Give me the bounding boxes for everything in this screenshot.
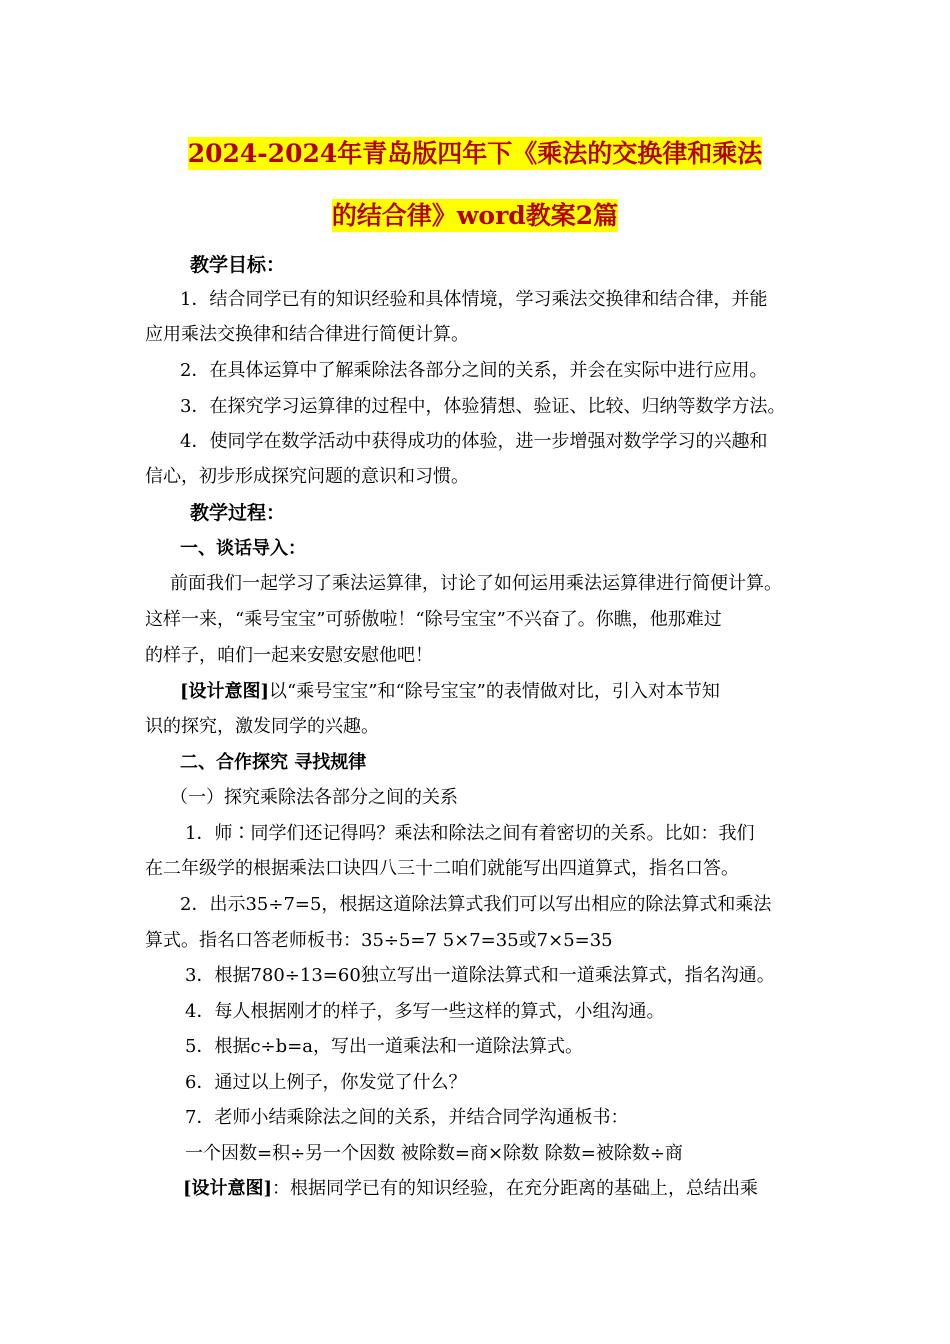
intro-line: 这样一来，“乘号宝宝”可骄傲啦！“除号宝宝”不兴奋了。你瞧，他那难过 <box>145 609 722 630</box>
step-line: 5．根据c÷b=a，写出一道乘法和一道除法算式。 <box>185 1036 583 1057</box>
step-line: 3．根据780÷13=60独立写出一道除法算式和一道乘法算式，指名沟通。 <box>185 965 775 986</box>
step-line: 7．老师小结乘除法之间的关系，并结合同学沟通板书： <box>185 1107 629 1128</box>
step-line: 1．师∶同学们还记得吗？乘法和除法之间有着密切的关系。比如：我们 <box>185 823 755 844</box>
document-title-line-2: 的结合律》word教案2篇 <box>331 201 619 230</box>
subsection-1-heading: （一）探究乘除法各部分之间的关系 <box>170 787 458 808</box>
process-heading: 教学过程： <box>190 502 286 524</box>
goal-line: 3．在探究学习运算律的过程中，体验猜想、验证、比较、归纳等数学方法。 <box>180 396 786 417</box>
document-title-line-1: 2024-2024年青岛版四年下《乘法的交换律和乘法 <box>187 139 763 168</box>
goal-line: 2．在具体运算中了解乘除法各部分之间的关系，并会在实际中进行应用。 <box>180 360 768 381</box>
formula-line: 一个因数=积÷另一个因数 被除数=商×除数 除数=被除数÷商 <box>185 1143 683 1164</box>
step-line: 在二年级学的根据乘法口诀四八三十二咱们就能写出四道算式，指名口答。 <box>145 858 739 879</box>
section-1-heading: 一、谈话导入： <box>180 538 306 559</box>
design-intent-label: [设计意图] <box>183 1178 273 1199</box>
step-line: 算式。指名口答老师板书：35÷5=7 5×7=35或7×5=35 <box>145 930 613 951</box>
design-intent-label: [设计意图] <box>180 681 270 702</box>
design-intent-text: ：根据同学已有的知识经验，在充分距离的基础上，总结出乘 <box>272 1178 759 1199</box>
section-2-heading: 二、合作探究 寻找规律 <box>180 752 367 773</box>
design-intent-2 <box>183 1176 758 1202</box>
design-intent-1 <box>180 679 720 705</box>
intro-line: 的样子，咱们一起来安慰安慰他吧！ <box>145 645 433 666</box>
goal-line: 应用乘法交换律和结合律进行简便计算。 <box>145 324 469 345</box>
goals-heading: 教学目标： <box>190 254 286 276</box>
goal-line: 4．使同学在数学活动中获得成功的体验，进一步增强对数学学习的兴趣和 <box>180 431 768 452</box>
design-intent-text: 以“乘号宝宝”和“除号宝宝”的表情做对比，引入对本节知 <box>269 681 720 702</box>
goal-line: 1．结合同学已有的知识经验和具体情境，学习乘法交换律和结合律，并能 <box>180 289 768 310</box>
step-line: 6．通过以上例子，你发觉了什么？ <box>185 1072 467 1093</box>
step-line: 2．出示35÷7=5，根据这道除法算式我们可以写出相应的除法算式和乘法 <box>180 894 772 915</box>
intro-line: 前面我们一起学习了乘法运算律，讨论了如何运用乘法运算律进行简便计算。 <box>170 573 782 594</box>
design-intent-1-cont: 识的探究，激发同学的兴趣。 <box>145 716 379 737</box>
step-line: 4．每人根据刚才的样子，多写一些这样的算式，小组沟通。 <box>185 1001 665 1022</box>
goal-line: 信心，初步形成探究问题的意识和习惯。 <box>145 466 469 487</box>
